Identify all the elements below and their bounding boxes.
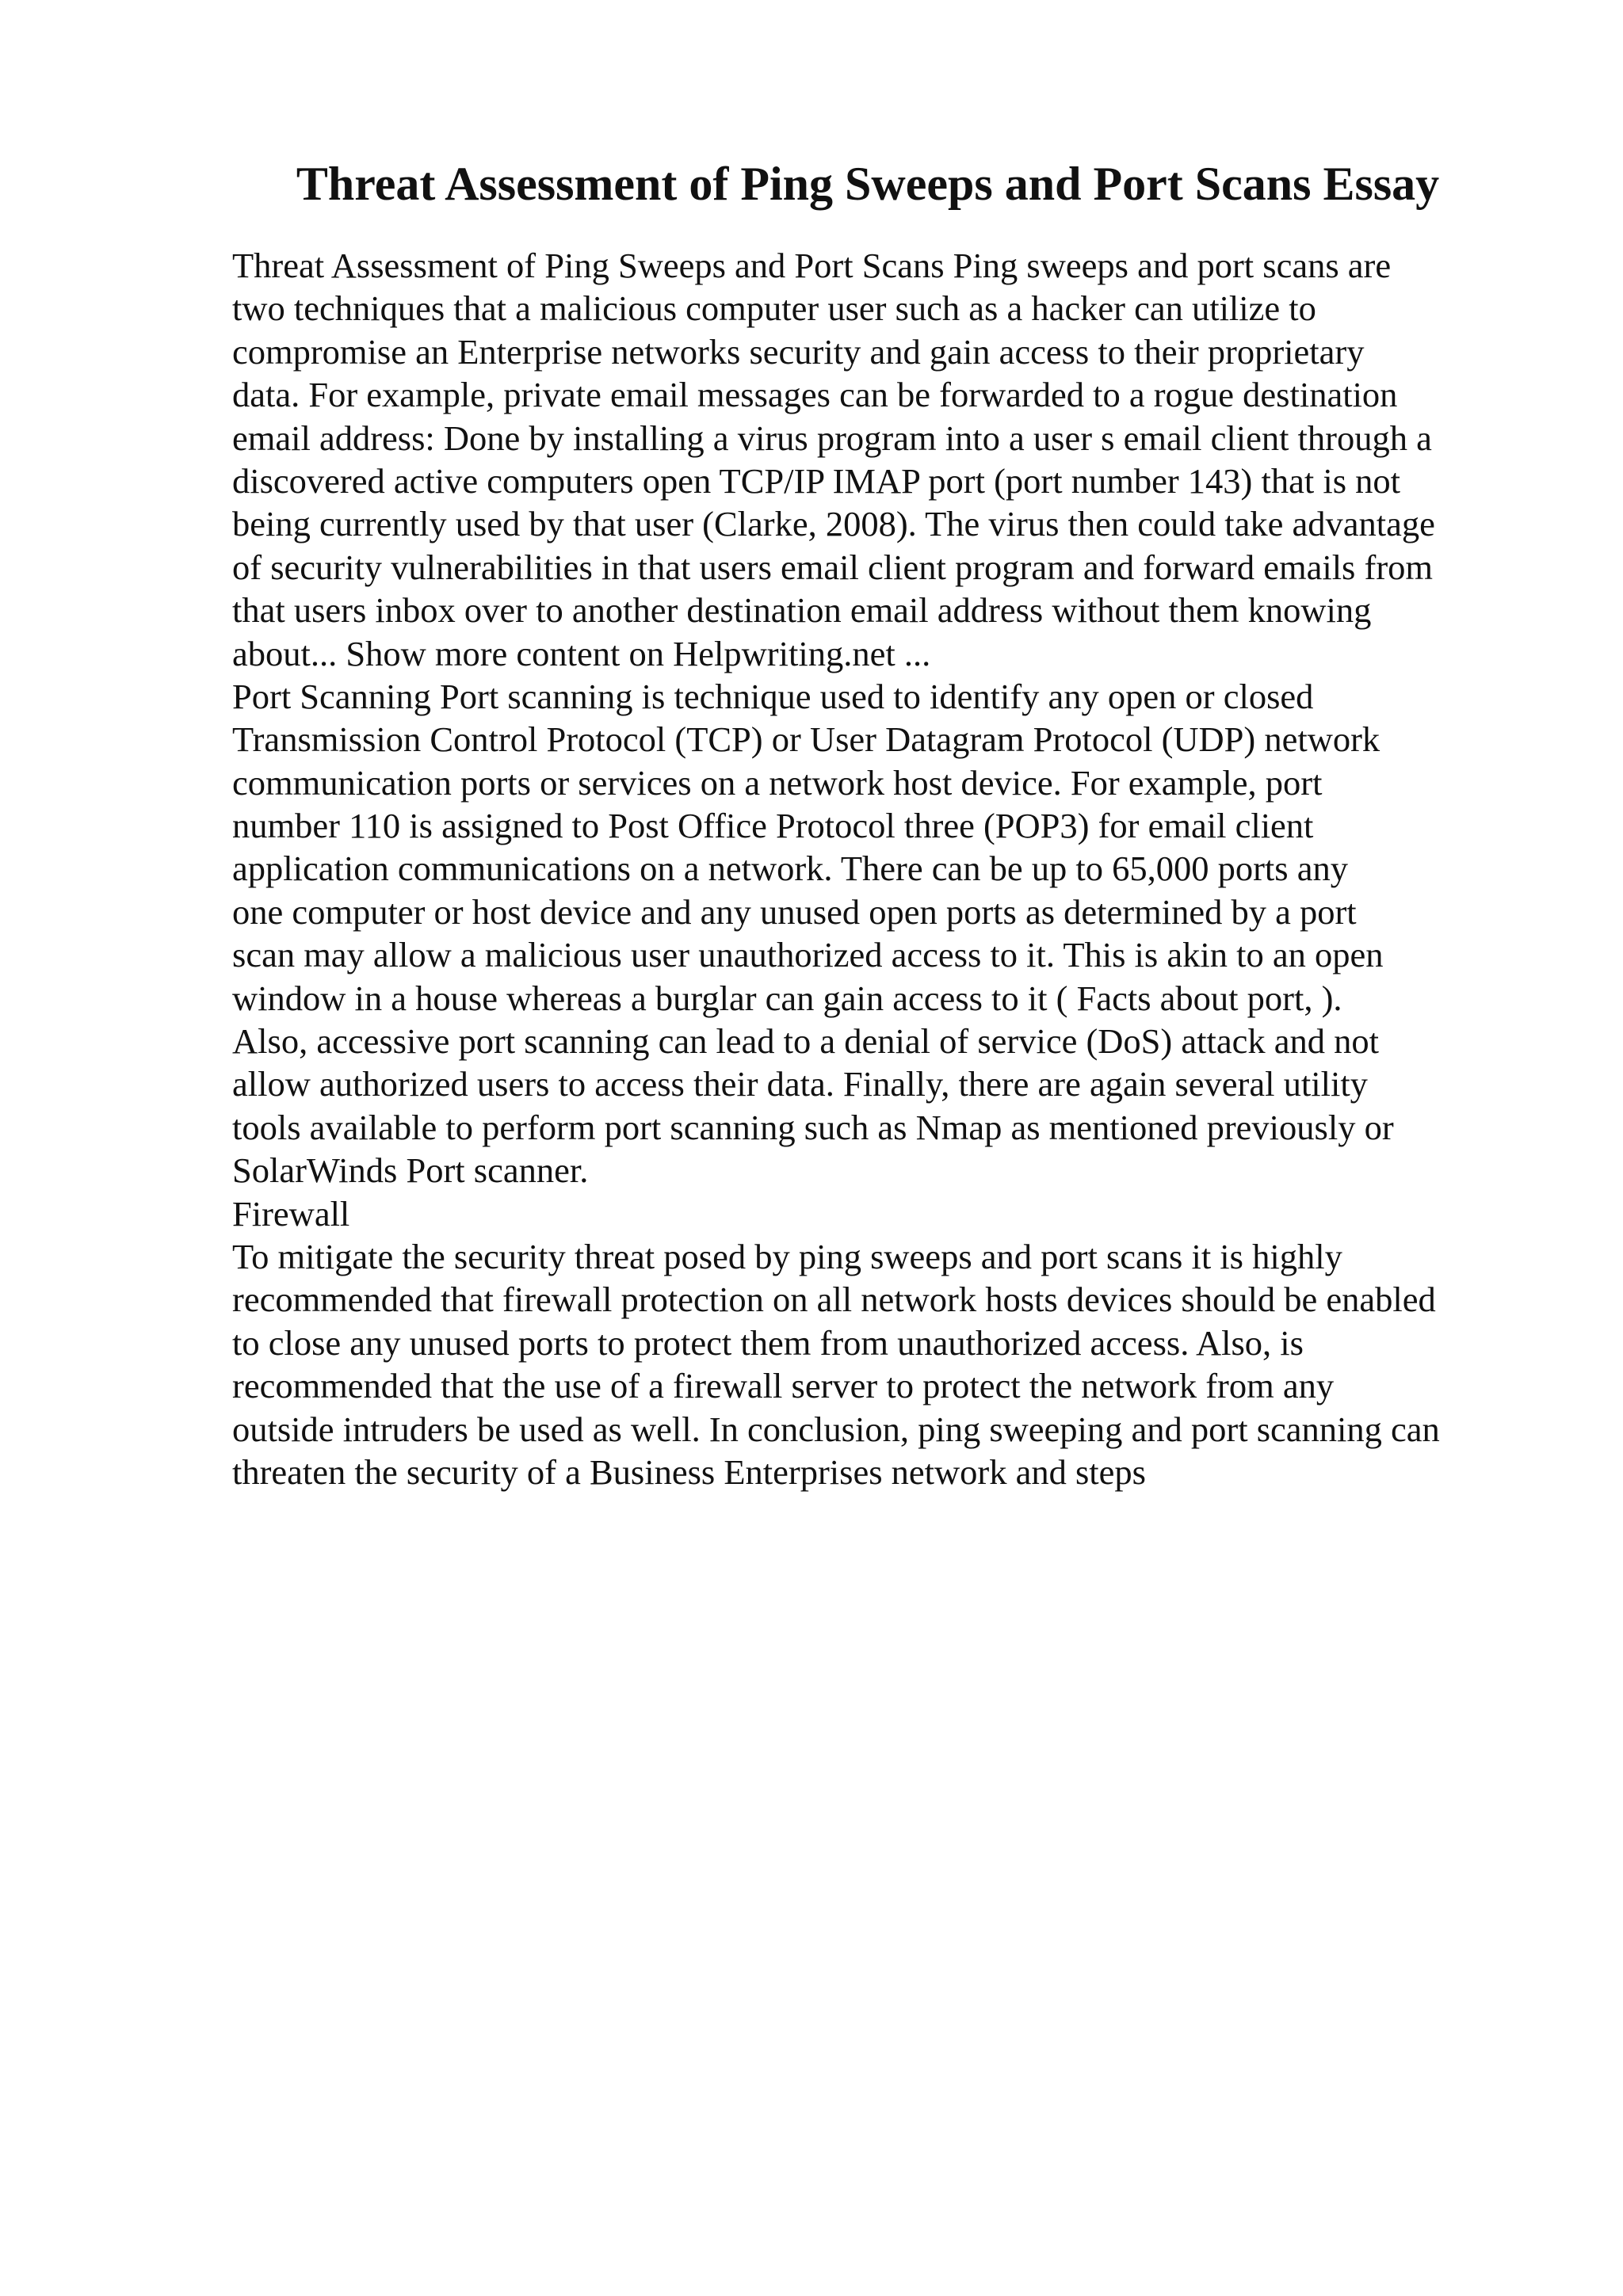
body-line: Transmission Control Protocol (TCP) or User Datagram Protocol (UDP) network [232, 719, 1381, 760]
body-line: email address: Done by installing a virus program into a user s email client through a [232, 418, 1432, 458]
body-line: of security vulnerabilities in that users email client program and forward emails from [232, 547, 1433, 587]
body-line: data. For example, private email messages can be forwarded to a rogue destination [232, 375, 1398, 415]
body-line: Threat Assessment of Ping Sweeps and Port Scans Ping sweeps and port scans are [232, 246, 1392, 285]
body-line: about... Show more content on Helpwriting.net ... [232, 633, 931, 673]
body-line: compromise an Enterprise networks security and gain access to their proprietary [232, 331, 1365, 372]
document-title: Threat Assessment of Ping Sweeps and Port Scans Essay [296, 158, 1440, 210]
body-line: application communications on a network. There can be up to 65,000 ports any [232, 849, 1348, 889]
document-body [232, 244, 1532, 1493]
body-line: being currently used by that user (Clarke, 2008). The virus then could take advantage [232, 504, 1435, 544]
body-line: discovered active computers open TCP/IP IMAP port (port number 143) that is not [232, 460, 1401, 501]
body-line: window in a house whereas a burglar can gain access to it ( Facts about port, ). [232, 978, 1342, 1018]
body-line: Also, accessive port scanning can lead to a denial of service (DoS) attack and not [232, 1021, 1379, 1062]
body-line: outside intruders be used as well. In conclusion, ping sweeping and port scanning can [232, 1409, 1440, 1449]
body-line: recommended that firewall protection on all network hosts devices should be enabled [232, 1280, 1436, 1320]
body-line: that users inbox over to another destination email address without them knowing [232, 590, 1372, 631]
body-line: Port Scanning Port scanning is technique used to identify any open or closed [232, 676, 1314, 716]
body-line: number 110 is assigned to Post Office Protocol three (POP3) for email client [232, 806, 1314, 846]
body-line: allow authorized users to access their data. Finally, there are again several utility [232, 1064, 1368, 1104]
body-line: To mitigate the security threat posed by ping sweeps and port scans it is highly [232, 1236, 1342, 1276]
body-line: SolarWinds Port scanner. [232, 1150, 589, 1191]
body-line: communication ports or services on a network host device. For example, port [232, 762, 1323, 803]
body-line: one computer or host device and any unused open ports as determined by a port [232, 891, 1357, 932]
body-line: tools available to perform port scanning such as Nmap as mentioned previously or [232, 1107, 1394, 1147]
body-line: recommended that the use of a firewall server to protect the network from any [232, 1366, 1335, 1406]
section-heading-firewall: Firewall [232, 1193, 350, 1234]
body-line: threaten the security of a Business Enterprises network and steps [232, 1451, 1146, 1492]
body-line: two techniques that a malicious computer user such as a hacker can utilize to [232, 288, 1316, 329]
body-line: scan may allow a malicious user unauthorized access to it. This is akin to an open [232, 935, 1384, 975]
body-line: to close any unused ports to protect them from unauthorized access. Also, is [232, 1322, 1304, 1363]
